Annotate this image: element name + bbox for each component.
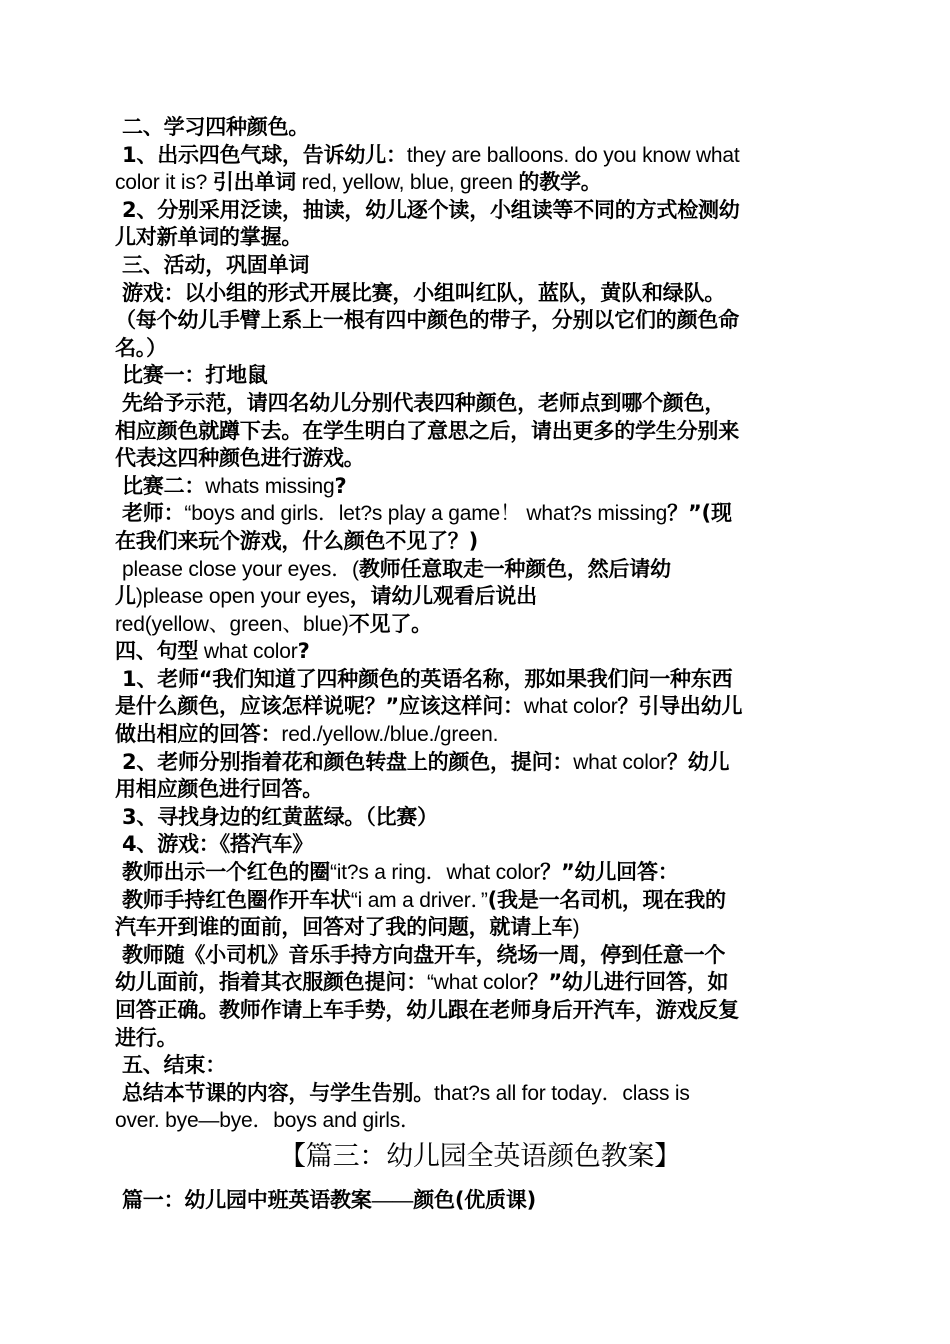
paragraph-line: 1、出示四色气球，告诉幼儿：they are balloons. do you know what xyxy=(122,142,740,167)
paragraph-line: 3、寻找身边的红黄蓝绿。（比赛） xyxy=(122,804,438,829)
subtitle-line: 篇一：幼儿园中班英语教案——颜色(优质课) xyxy=(122,1187,537,1212)
paragraph-line: 儿)please open your eyes，请幼儿观看后说出 xyxy=(115,584,537,609)
paragraph-line: 游戏：以小组的形式开展比赛，小组叫红队，蓝队，黄队和绿队。 xyxy=(122,280,726,305)
paragraph-line: 用相应颜色进行回答。 xyxy=(115,777,323,802)
paragraph-line: 教师随《小司机》音乐手持方向盘开车，绕场一周，停到任意一个 xyxy=(122,942,726,967)
paragraph-line: 比赛一：打地鼠 xyxy=(122,363,268,388)
paragraph-line: 1、老师“我们知道了四种颜色的英语名称，那如果我们问一种东西 xyxy=(122,666,733,691)
paragraph-line: 相应颜色就蹲下去。在学生明白了意思之后，请出更多的学生分别来 xyxy=(115,418,739,443)
paragraph-line: 名。） xyxy=(115,335,167,360)
paragraph-line: 汽车开到谁的面前，回答对了我的问题，就请上车) xyxy=(115,915,580,940)
paragraph-line: 在我们来玩个游戏，什么颜色不见了？) xyxy=(115,528,478,553)
paragraph-line: 4、游戏：《搭汽车》 xyxy=(122,832,314,857)
paragraph-line: 儿对新单词的掌握。 xyxy=(115,225,303,250)
paragraph-line: color it is? 引出单词 red, yellow, blue, green 的教学。 xyxy=(115,170,602,195)
paragraph-line: 回答正确。教师作请上车手势，幼儿跟在老师身后开汽车，游戏反复 xyxy=(115,998,739,1022)
document-title: 【篇三：幼儿园全英语颜色教案】 xyxy=(279,1140,681,1172)
section-heading-4: 四、句型 what color? xyxy=(115,639,310,664)
paragraph-line: 做出相应的回答：red./yellow./blue./green. xyxy=(115,722,499,747)
section-heading-2: 二、学习四种颜色。 xyxy=(122,115,310,139)
paragraph-line: 教师出示一个红色的圈“it?s a ring．what color？”幼儿回答： xyxy=(122,860,679,885)
paragraph-line: red(yellow、green、blue)不见了。 xyxy=(115,611,432,636)
paragraph-line: 进行。 xyxy=(115,1025,178,1050)
paragraph-line: 代表这四种颜色进行游戏。 xyxy=(115,446,365,471)
paragraph-line: please close your eyes．(教师任意取走一种颜色，然后请幼 xyxy=(122,556,671,581)
section-heading-3: 三、活动，巩固单词 xyxy=(122,252,310,277)
paragraph-line: 总结本节课的内容，与学生告别。that?s all for today．class is xyxy=(122,1080,690,1105)
paragraph-line: 是什么颜色，应该怎样说呢？”应该这样问：what color？引导出幼儿 xyxy=(115,694,743,719)
document-body xyxy=(115,114,845,1215)
paragraph-line: 教师手持红色圈作开车状“i am a driver．”(我是一名司机，现在我的 xyxy=(122,887,726,912)
paragraph-line: 2、老师分别指着花和颜色转盘上的颜色，提问：what color？幼儿 xyxy=(122,749,730,774)
paragraph-line: （每个幼儿手臂上系上一根有四中颜色的带子，分别以它们的颜色命 xyxy=(115,308,739,333)
paragraph-line: 幼儿面前，指着其衣服颜色提问：“what color？”幼儿进行回答，如 xyxy=(115,970,729,995)
paragraph-line: 比赛二：whats missing? xyxy=(122,473,347,498)
paragraph-line: 老师：“boys and girls．let?s play a game！ what?s missing？”(现 xyxy=(122,501,732,526)
paragraph-line: 先给予示范，请四名幼儿分别代表四种颜色，老师点到哪个颜色， xyxy=(122,390,726,415)
section-heading-5: 五、结束： xyxy=(122,1053,226,1078)
paragraph-line: 2、分别采用泛读，抽读，幼儿逐个读，小组读等不同的方式检测幼 xyxy=(122,197,740,222)
paragraph-line: over. bye—bye．boys and girls． xyxy=(115,1109,421,1133)
